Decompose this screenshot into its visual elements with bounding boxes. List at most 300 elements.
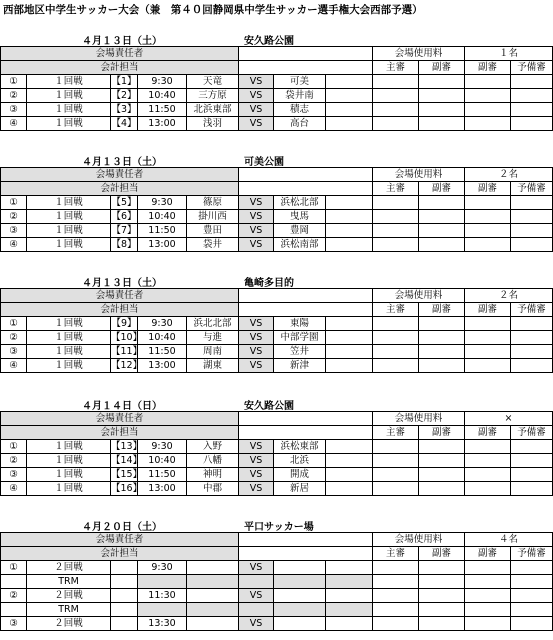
vs-label: VS bbox=[239, 468, 274, 482]
kickoff-time: 11:50 bbox=[138, 345, 187, 359]
trm-code bbox=[111, 603, 138, 617]
vs-label: VS bbox=[239, 454, 274, 468]
referee-cell bbox=[465, 331, 511, 345]
accounting-row bbox=[1, 547, 553, 561]
match-round: １回戦 bbox=[27, 317, 111, 331]
schedule-table bbox=[0, 532, 553, 631]
match-code: 【5】 bbox=[111, 196, 137, 208]
referee-cell bbox=[511, 575, 553, 589]
vs-label: VS bbox=[239, 345, 274, 359]
section-header bbox=[0, 31, 553, 46]
home-team: 北浜東部 bbox=[187, 103, 239, 117]
match-note bbox=[326, 224, 373, 238]
referee-cell bbox=[465, 345, 511, 359]
away-team: 浜松南部 bbox=[274, 238, 326, 252]
referee-cell bbox=[511, 345, 553, 359]
match-round: １回戦 bbox=[27, 454, 111, 468]
match-code: 【10】 bbox=[111, 331, 143, 343]
away-team: 新居 bbox=[274, 482, 326, 496]
referee-cell bbox=[511, 117, 553, 131]
section-date: ４月１３日（土） bbox=[82, 157, 162, 168]
vs-label: VS bbox=[239, 482, 274, 496]
referee-header-reserve: 予備審 bbox=[511, 426, 553, 440]
referee-cell bbox=[373, 89, 419, 103]
referee-cell bbox=[419, 561, 465, 575]
referee-cell bbox=[465, 210, 511, 224]
away-team: 曳馬 bbox=[274, 210, 326, 224]
referee-cell bbox=[373, 575, 419, 589]
match-note bbox=[326, 210, 373, 224]
referee-cell bbox=[465, 103, 511, 117]
accounting-label: 会計担当 bbox=[1, 426, 239, 440]
referee-cell bbox=[465, 117, 511, 131]
vs-label: VS bbox=[239, 196, 274, 210]
away-team: 可美 bbox=[274, 75, 326, 89]
home-team bbox=[187, 589, 239, 603]
vs-label: VS bbox=[239, 210, 274, 224]
match-row bbox=[1, 589, 553, 603]
away-team: 東陽 bbox=[274, 317, 326, 331]
home-team: 湖東 bbox=[187, 359, 239, 373]
trm-spacer bbox=[1, 603, 27, 617]
venue-section bbox=[0, 152, 553, 252]
match-number: ④ bbox=[1, 117, 27, 131]
match-note bbox=[326, 617, 373, 631]
match-code: 【7】 bbox=[111, 224, 137, 236]
match-code: 【4】 bbox=[111, 117, 137, 129]
match-round: １回戦 bbox=[27, 468, 111, 482]
referee-cell bbox=[419, 224, 465, 238]
trm-vs bbox=[239, 575, 274, 589]
accounting-label: 会計担当 bbox=[1, 303, 239, 317]
vs-label: VS bbox=[239, 103, 274, 117]
referee-cell bbox=[373, 468, 419, 482]
match-row bbox=[1, 468, 553, 482]
accounting-label: 会計担当 bbox=[1, 61, 239, 75]
referee-cell bbox=[373, 224, 419, 238]
match-note bbox=[326, 440, 373, 454]
match-number: ② bbox=[1, 89, 27, 103]
match-code: 【14】 bbox=[111, 454, 143, 466]
match-number: ① bbox=[1, 317, 27, 331]
referee-cell bbox=[373, 210, 419, 224]
venue-section bbox=[0, 396, 553, 496]
match-round: １回戦 bbox=[27, 359, 111, 373]
match-code: 【12】 bbox=[111, 359, 143, 371]
kickoff-time: 9:30 bbox=[138, 75, 187, 89]
referee-cell bbox=[419, 317, 465, 331]
referee-header-reserve: 予備審 bbox=[511, 303, 553, 317]
section-header bbox=[0, 152, 553, 167]
match-round: １回戦 bbox=[27, 196, 111, 210]
match-row bbox=[1, 561, 553, 575]
fee-label: 会場使用料 bbox=[373, 47, 465, 61]
match-code: 【1】 bbox=[111, 75, 137, 87]
referee-cell bbox=[373, 454, 419, 468]
referee-cell bbox=[465, 89, 511, 103]
referee-cell bbox=[419, 331, 465, 345]
match-row bbox=[1, 75, 553, 89]
referee-cell bbox=[511, 224, 553, 238]
match-number: ③ bbox=[1, 617, 27, 631]
referee-cell bbox=[373, 196, 419, 210]
home-team: 与進 bbox=[187, 331, 239, 345]
accounting-row bbox=[1, 182, 553, 196]
referee-header-assistant-2: 副審 bbox=[465, 547, 511, 561]
kickoff-time: 11:50 bbox=[138, 103, 187, 117]
match-number: ② bbox=[1, 331, 27, 345]
referee-cell bbox=[511, 238, 553, 252]
referee-cell bbox=[419, 345, 465, 359]
away-team bbox=[274, 561, 326, 575]
referee-cell bbox=[465, 440, 511, 454]
match-number: ③ bbox=[1, 103, 27, 117]
match-number: ① bbox=[1, 75, 27, 89]
kickoff-time: 13:00 bbox=[138, 238, 187, 252]
match-number: ② bbox=[1, 589, 27, 603]
manager-label: 会場責任者 bbox=[1, 289, 239, 303]
match-row bbox=[1, 238, 553, 252]
referee-header-assistant-1: 副審 bbox=[419, 182, 465, 196]
referee-cell bbox=[511, 603, 553, 617]
vs-label: VS bbox=[239, 117, 274, 131]
referee-cell bbox=[511, 589, 553, 603]
referee-header-reserve: 予備審 bbox=[511, 547, 553, 561]
vs-label: VS bbox=[239, 359, 274, 373]
referee-cell bbox=[373, 440, 419, 454]
referee-cell bbox=[511, 210, 553, 224]
referee-cell bbox=[465, 196, 511, 210]
venue-section bbox=[0, 273, 553, 373]
away-team: 浜松北部 bbox=[274, 196, 326, 210]
vs-label: VS bbox=[239, 589, 274, 603]
away-team: 浜松東部 bbox=[274, 440, 326, 454]
referee-cell bbox=[373, 238, 419, 252]
referee-cell bbox=[465, 75, 511, 89]
accounting-row bbox=[1, 426, 553, 440]
match-note bbox=[326, 561, 373, 575]
match-number: ③ bbox=[1, 468, 27, 482]
vs-label: VS bbox=[239, 617, 274, 631]
match-round: １回戦 bbox=[27, 75, 111, 89]
match-note bbox=[326, 89, 373, 103]
match-note bbox=[326, 103, 373, 117]
away-team: 袋井南 bbox=[274, 89, 326, 103]
match-row bbox=[1, 440, 553, 454]
match-code bbox=[111, 561, 138, 575]
match-note bbox=[326, 117, 373, 131]
manager-label: 会場責任者 bbox=[1, 168, 239, 182]
manager-value bbox=[239, 47, 373, 61]
referee-cell bbox=[419, 468, 465, 482]
manager-value bbox=[239, 533, 373, 547]
match-number: ② bbox=[1, 210, 27, 224]
match-round: １回戦 bbox=[27, 89, 111, 103]
referee-cell bbox=[465, 224, 511, 238]
manager-row bbox=[1, 47, 553, 61]
accounting-value bbox=[239, 426, 373, 440]
section-venue: 平口サッカー場 bbox=[244, 522, 314, 533]
match-row bbox=[1, 103, 553, 117]
referee-cell bbox=[511, 103, 553, 117]
match-row bbox=[1, 331, 553, 345]
referee-cell bbox=[511, 331, 553, 345]
referee-header-reserve: 予備審 bbox=[511, 182, 553, 196]
match-row bbox=[1, 196, 553, 210]
section-date: ４月１３日（土） bbox=[82, 278, 162, 289]
match-row bbox=[1, 224, 553, 238]
kickoff-time: 13:30 bbox=[138, 617, 187, 631]
home-team: 豊田 bbox=[187, 224, 239, 238]
referee-cell bbox=[465, 454, 511, 468]
referee-cell bbox=[419, 482, 465, 496]
match-note bbox=[326, 331, 373, 345]
section-header bbox=[0, 396, 553, 411]
kickoff-time: 10:40 bbox=[138, 210, 187, 224]
vs-label: VS bbox=[239, 317, 274, 331]
referee-cell bbox=[419, 75, 465, 89]
trm-away bbox=[274, 603, 326, 617]
match-row bbox=[1, 482, 553, 496]
referee-cell bbox=[419, 103, 465, 117]
vs-label: VS bbox=[239, 224, 274, 238]
match-round: １回戦 bbox=[27, 117, 111, 131]
vs-label: VS bbox=[239, 331, 274, 345]
match-code: 【11】 bbox=[111, 345, 143, 357]
match-number: ① bbox=[1, 561, 27, 575]
kickoff-time: 9:30 bbox=[138, 196, 187, 210]
referee-cell bbox=[419, 210, 465, 224]
referee-cell bbox=[373, 317, 419, 331]
fee-value: ２名 bbox=[465, 168, 553, 182]
page-title: 西部地区中学生サッカー大会（兼 第４０回静岡県中学生サッカー選手権大会西部予選） bbox=[3, 4, 423, 16]
match-number: ① bbox=[1, 196, 27, 210]
referee-cell bbox=[419, 589, 465, 603]
match-number: ③ bbox=[1, 345, 27, 359]
accounting-value bbox=[239, 547, 373, 561]
referee-cell bbox=[373, 561, 419, 575]
match-round: ２回戦 bbox=[27, 589, 111, 603]
fee-label: 会場使用料 bbox=[373, 168, 465, 182]
match-number: ③ bbox=[1, 224, 27, 238]
match-row bbox=[1, 359, 553, 373]
kickoff-time: 9:30 bbox=[138, 561, 187, 575]
accounting-label: 会計担当 bbox=[1, 547, 239, 561]
accounting-row bbox=[1, 303, 553, 317]
trm-home bbox=[187, 575, 239, 589]
match-code: 【16】 bbox=[111, 482, 143, 494]
schedule-table bbox=[0, 288, 553, 373]
referee-header-assistant-2: 副審 bbox=[465, 61, 511, 75]
match-note bbox=[326, 468, 373, 482]
fee-value: × bbox=[465, 412, 553, 426]
match-round: ２回戦 bbox=[27, 561, 111, 575]
referee-cell bbox=[373, 617, 419, 631]
referee-header-assistant-1: 副審 bbox=[419, 303, 465, 317]
match-round: １回戦 bbox=[27, 224, 111, 238]
home-team: 八幡 bbox=[187, 454, 239, 468]
referee-cell bbox=[465, 575, 511, 589]
away-team: 高台 bbox=[274, 117, 326, 131]
home-team bbox=[187, 561, 239, 575]
home-team: 天竜 bbox=[187, 75, 239, 89]
referee-cell bbox=[419, 617, 465, 631]
match-number: ④ bbox=[1, 482, 27, 496]
referee-cell bbox=[511, 89, 553, 103]
away-team: 北浜 bbox=[274, 454, 326, 468]
trm-code bbox=[111, 575, 138, 589]
home-team: 浅羽 bbox=[187, 117, 239, 131]
kickoff-time: 13:00 bbox=[138, 117, 187, 131]
section-venue: 可美公園 bbox=[244, 157, 284, 168]
manager-row bbox=[1, 289, 553, 303]
match-number: ① bbox=[1, 440, 27, 454]
manager-label: 会場責任者 bbox=[1, 412, 239, 426]
match-round: １回戦 bbox=[27, 238, 111, 252]
kickoff-time: 13:00 bbox=[138, 359, 187, 373]
accounting-value bbox=[239, 303, 373, 317]
referee-cell bbox=[419, 89, 465, 103]
kickoff-time: 11:50 bbox=[138, 468, 187, 482]
fee-label: 会場使用料 bbox=[373, 289, 465, 303]
match-row bbox=[1, 317, 553, 331]
match-note bbox=[326, 454, 373, 468]
match-row bbox=[1, 617, 553, 631]
match-round: １回戦 bbox=[27, 331, 111, 345]
kickoff-time: 10:40 bbox=[138, 454, 187, 468]
referee-cell bbox=[511, 317, 553, 331]
trm-spacer bbox=[1, 575, 27, 589]
referee-header-main: 主審 bbox=[373, 426, 419, 440]
referee-cell bbox=[419, 117, 465, 131]
venue-section bbox=[0, 517, 553, 631]
away-team: 新津 bbox=[274, 359, 326, 373]
referee-cell bbox=[419, 440, 465, 454]
trm-note bbox=[326, 575, 373, 589]
referee-header-assistant-1: 副審 bbox=[419, 426, 465, 440]
manager-value bbox=[239, 412, 373, 426]
schedule-table bbox=[0, 411, 553, 496]
referee-cell bbox=[511, 561, 553, 575]
venue-section bbox=[0, 31, 553, 131]
kickoff-time: 10:40 bbox=[138, 331, 187, 345]
section-header bbox=[0, 517, 553, 532]
referee-cell bbox=[465, 482, 511, 496]
home-team: 入野 bbox=[187, 440, 239, 454]
section-venue: 安久路公園 bbox=[244, 36, 294, 47]
match-round: １回戦 bbox=[27, 345, 111, 359]
match-code: 【13】 bbox=[111, 440, 143, 452]
away-team: 中部学園 bbox=[274, 331, 326, 345]
away-team bbox=[274, 617, 326, 631]
match-round: ２回戦 bbox=[27, 617, 111, 631]
home-team: 周南 bbox=[187, 345, 239, 359]
referee-cell bbox=[511, 468, 553, 482]
trm-home bbox=[187, 603, 239, 617]
referee-cell bbox=[511, 75, 553, 89]
referee-cell bbox=[419, 238, 465, 252]
match-note bbox=[326, 75, 373, 89]
trm-row bbox=[1, 575, 553, 589]
kickoff-time: 11:30 bbox=[138, 589, 187, 603]
referee-cell bbox=[419, 454, 465, 468]
match-row bbox=[1, 454, 553, 468]
trm-time bbox=[138, 603, 187, 617]
vs-label: VS bbox=[239, 440, 274, 454]
trm-label: TRM bbox=[27, 603, 111, 617]
match-number: ④ bbox=[1, 359, 27, 373]
match-code bbox=[111, 589, 138, 603]
trm-label: TRM bbox=[27, 575, 111, 589]
match-note bbox=[326, 589, 373, 603]
referee-cell bbox=[419, 359, 465, 373]
match-code: 【15】 bbox=[111, 468, 143, 480]
trm-row bbox=[1, 603, 553, 617]
home-team: 篠原 bbox=[187, 196, 239, 210]
home-team: 神明 bbox=[187, 468, 239, 482]
match-note bbox=[326, 482, 373, 496]
match-code: 【8】 bbox=[111, 238, 137, 250]
fee-label: 会場使用料 bbox=[373, 533, 465, 547]
manager-label: 会場責任者 bbox=[1, 533, 239, 547]
referee-header-reserve: 予備審 bbox=[511, 61, 553, 75]
referee-cell bbox=[373, 75, 419, 89]
match-round: １回戦 bbox=[27, 103, 111, 117]
kickoff-time: 13:00 bbox=[138, 482, 187, 496]
referee-cell bbox=[511, 454, 553, 468]
vs-label: VS bbox=[239, 89, 274, 103]
referee-header-assistant-1: 副審 bbox=[419, 61, 465, 75]
referee-cell bbox=[419, 196, 465, 210]
home-team: 浜北北部 bbox=[187, 317, 239, 331]
home-team: 掛川西 bbox=[187, 210, 239, 224]
match-number: ② bbox=[1, 454, 27, 468]
manager-row bbox=[1, 412, 553, 426]
referee-cell bbox=[511, 617, 553, 631]
schedule-table bbox=[0, 167, 553, 252]
referee-cell bbox=[465, 603, 511, 617]
away-team: 積志 bbox=[274, 103, 326, 117]
manager-row bbox=[1, 168, 553, 182]
match-round: １回戦 bbox=[27, 440, 111, 454]
manager-value bbox=[239, 168, 373, 182]
away-team bbox=[274, 589, 326, 603]
section-venue: 安久路公園 bbox=[244, 401, 294, 412]
match-code: 【3】 bbox=[111, 103, 137, 115]
home-team bbox=[187, 617, 239, 631]
away-team: 豊岡 bbox=[274, 224, 326, 238]
referee-cell bbox=[373, 345, 419, 359]
referee-cell bbox=[419, 575, 465, 589]
fee-value: ４名 bbox=[465, 533, 553, 547]
referee-cell bbox=[373, 359, 419, 373]
referee-cell bbox=[465, 359, 511, 373]
trm-away bbox=[274, 575, 326, 589]
accounting-value bbox=[239, 61, 373, 75]
away-team: 笠井 bbox=[274, 345, 326, 359]
referee-cell bbox=[373, 103, 419, 117]
referee-cell bbox=[465, 468, 511, 482]
match-code: 【9】 bbox=[111, 317, 137, 329]
referee-cell bbox=[511, 440, 553, 454]
accounting-label: 会計担当 bbox=[1, 182, 239, 196]
referee-cell bbox=[465, 317, 511, 331]
referee-header-main: 主審 bbox=[373, 182, 419, 196]
vs-label: VS bbox=[239, 238, 274, 252]
trm-time bbox=[138, 575, 187, 589]
match-note bbox=[326, 317, 373, 331]
kickoff-time: 10:40 bbox=[138, 89, 187, 103]
